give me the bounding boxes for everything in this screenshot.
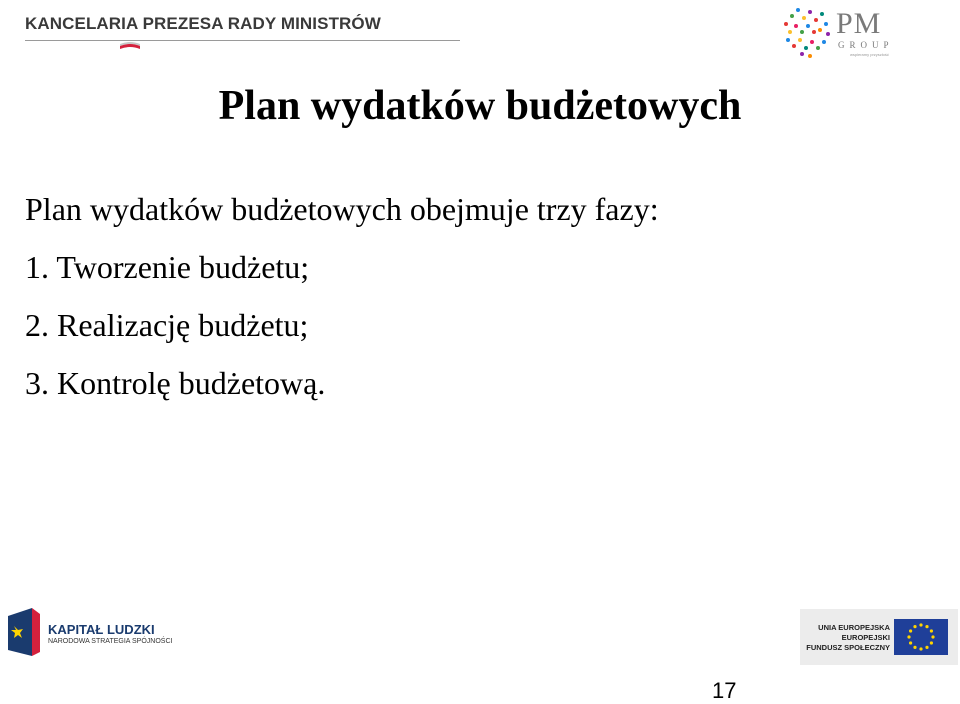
eu-logo-text [806,623,890,653]
pm-logo-title: PM [836,7,882,40]
list-item: 3. Kontrolę budżetową. [25,365,326,401]
list-item: 1. Tworzenie budżetu; [25,249,310,285]
kapital-ludzki-logo-icon [6,606,46,658]
eu-flag-icon [894,619,948,655]
polish-flag-icon [118,40,142,52]
eu-line-3: FUNDUSZ SPOŁECZNY [806,643,890,652]
pm-logo-tagline: wspieramy przyszłość [850,52,889,57]
pm-logo-subtitle: GROUP [838,40,894,50]
eu-line-2: EUROPEJSKI [841,633,890,642]
eu-line-1: UNIA EUROPEJSKA [818,623,890,632]
header-divider [25,40,460,41]
slide-body [25,180,659,412]
slide-title: Plan wydatków budżetowych [218,83,742,129]
kapital-ludzki-subtitle: NARODOWA STRATEGIA SPÓJNOŚCI [48,638,173,645]
org-name: KANCELARIA PREZESA RADY MINISTRÓW [25,14,381,33]
kapital-ludzki-name: KAPITAŁ LUDZKI [48,622,155,637]
intro-line: Plan wydatków budżetowych obejmuje trzy fazy: [25,191,659,227]
page-number: 17 [712,678,737,703]
list-item: 2. Realizację budżetu; [25,307,309,343]
